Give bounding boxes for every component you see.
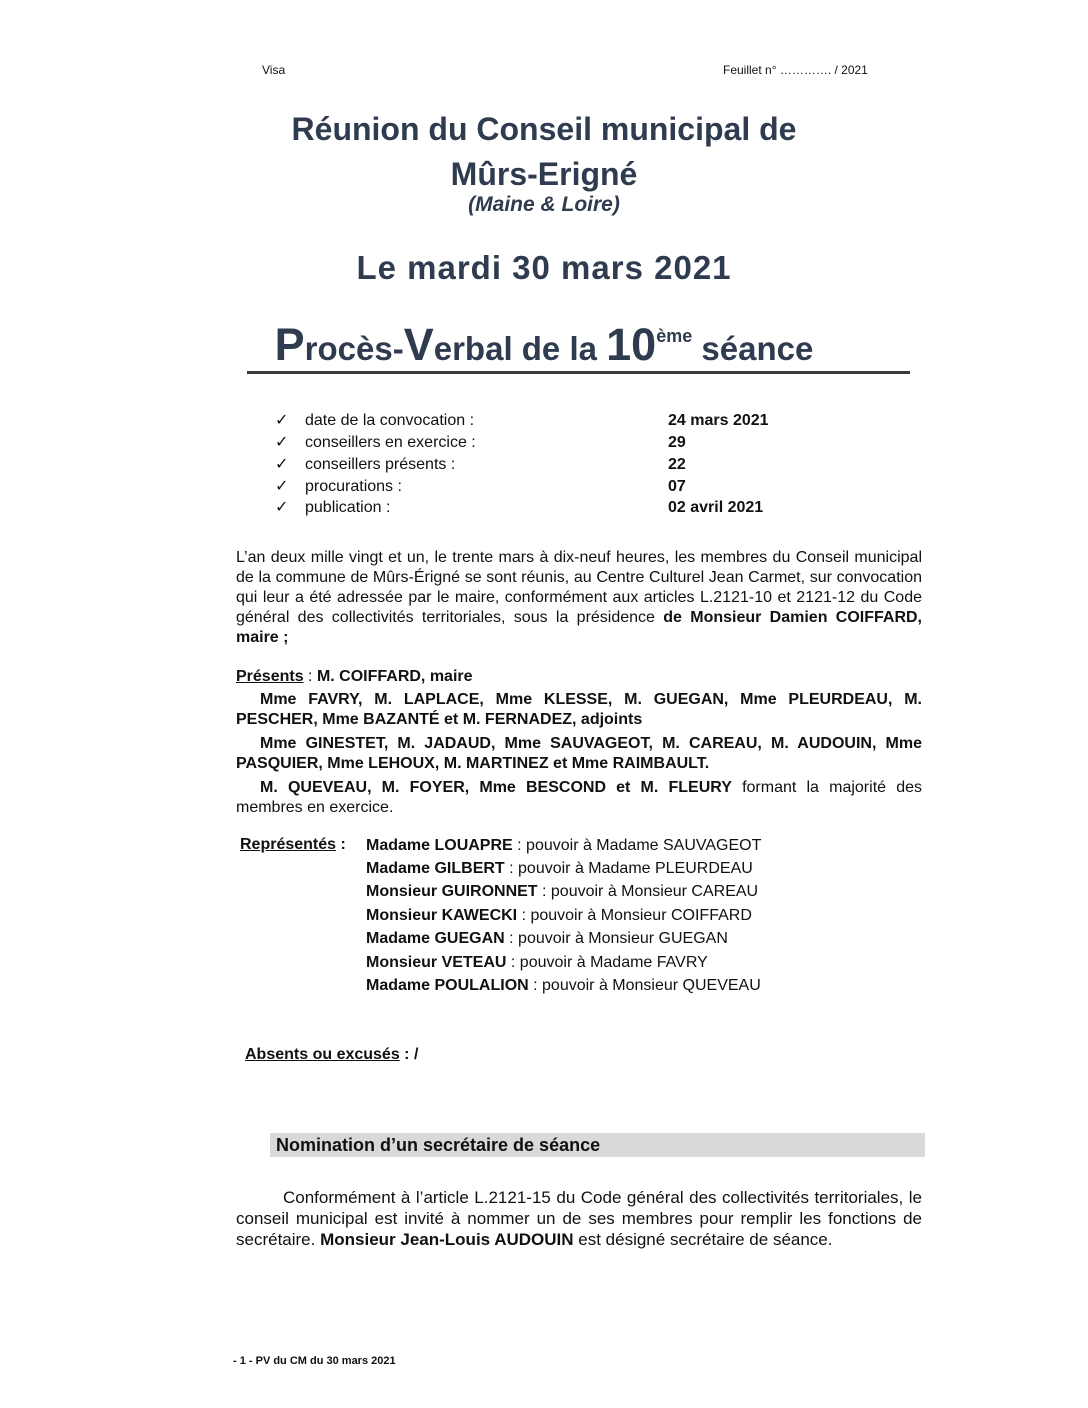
secretary-name: Monsieur Jean-Louis AUDOUIN [320, 1230, 574, 1249]
absents-label: Absents ou excusés [245, 1046, 400, 1063]
intro-paragraph [236, 548, 922, 648]
section-text-1: Conformément à l’article L.2121-15 du Code général des collectivités territoriales, le conseil municipal est invité à nommer un de ses membres pour remplir les fonctions de secrétaire. [236, 1188, 922, 1249]
info-value: 07 [668, 478, 686, 495]
proxy-receiver: : pouvoir à Monsieur GUEGAN [504, 930, 728, 947]
pv-initial-v: V [403, 319, 434, 370]
info-value: 29 [668, 434, 686, 451]
meeting-title: Réunion du Conseil municipal de [291, 111, 797, 147]
pv-text-2: erbal de la [433, 330, 607, 367]
info-row [275, 454, 875, 476]
proxy-giver: Madame GUEGAN [366, 930, 505, 947]
proxy-giver: Madame LOUAPRE [366, 837, 513, 854]
proxy-item [366, 951, 708, 974]
proxy-receiver: : pouvoir à Madame PLEURDEAU [504, 860, 753, 877]
info-label: procurations : [305, 478, 402, 495]
meeting-date: Le mardi 30 mars 2021 [356, 249, 732, 286]
title-divider [247, 371, 910, 374]
visa-label: Visa [262, 63, 286, 77]
proxy-item [366, 857, 753, 880]
pv-superscript: ème [656, 326, 693, 346]
info-label: conseillers en exercice : [305, 434, 476, 451]
department-name: (Maine & Loire) [468, 193, 620, 216]
proxy-giver: Madame POULALION [366, 977, 529, 994]
section-text-2: est désigné secrétaire de séance. [573, 1230, 833, 1249]
proxy-receiver: : pouvoir à Monsieur QUEVEAU [528, 977, 761, 994]
checkmark-icon: ✓ [275, 456, 289, 473]
absents-value: : / [399, 1046, 419, 1063]
proxy-giver: Monsieur KAWECKI [366, 907, 518, 924]
presents-sep: : [303, 668, 317, 685]
absents-line [245, 1045, 418, 1065]
pv-text-3: séance [692, 330, 814, 367]
intro-president: de Monsieur Damien COIFFARD, maire ; [236, 609, 923, 646]
info-row [275, 432, 875, 454]
page-footer: - 1 - PV du CM du 30 mars 2021 [233, 1355, 396, 1367]
proxy-item [366, 974, 761, 997]
checkmark-icon: ✓ [275, 434, 289, 451]
checkmark-icon: ✓ [275, 412, 289, 429]
presents-label: Présents [236, 668, 304, 685]
proxy-item [366, 904, 752, 927]
representes-heading [240, 835, 346, 855]
checkmark-icon: ✓ [275, 499, 289, 516]
proxy-giver: Madame GILBERT [366, 860, 505, 877]
info-label: conseillers présents : [305, 456, 456, 473]
feuillet-number: Feuillet n° …………. / 2021 [723, 63, 868, 77]
presents-majority [236, 778, 922, 818]
section-title: Nomination d’un secrétaire de séance [276, 1135, 601, 1155]
checkmark-icon: ✓ [275, 478, 289, 495]
presents-adjoints: Mme FAVRY, M. LAPLACE, Mme KLESSE, M. GUEGAN, Mme PLEURDEAU, M. PESCHER, Mme BAZANTÉ et M. FERNADEZ, adjoints [236, 691, 922, 728]
proxy-receiver: : pouvoir à Madame FAVRY [506, 954, 708, 971]
info-label: date de la convocation : [305, 412, 475, 429]
proxy-item [366, 927, 728, 950]
pv-number: 10 [606, 319, 657, 370]
info-value: 24 mars 2021 [668, 412, 769, 429]
proxy-receiver: : pouvoir à Monsieur CAREAU [537, 883, 759, 900]
info-value: 02 avril 2021 [668, 499, 764, 516]
proxy-receiver: : pouvoir à Monsieur COIFFARD [517, 907, 752, 924]
presents-majority-text: formant la majorité des membres en exercice. [236, 779, 923, 816]
info-row [275, 410, 875, 432]
presents-conseillers: Mme GINESTET, M. JADAUD, Mme SAUVAGEOT, M. CAREAU, M. AUDOUIN, Mme PASQUIER, Mme LEHOUX, M. MARTINEZ et Mme RAIMBAULT. [236, 735, 922, 772]
presents-line [236, 667, 922, 687]
info-row [275, 476, 875, 498]
pv-text-1: rocès- [304, 330, 404, 367]
proxy-receiver: : pouvoir à Madame SAUVAGEOT [512, 837, 762, 854]
intro-text: L’an deux mille vingt et un, le trente mars à dix-neuf heures, les membres du Conseil municipal de la commune de Mûrs-Érigné se sont réunis, au Centre Culturel Jean Carmet, sur convocation qui leur a été adressée par le maire, conformément aux articles L.2121-10 et 2121-12 du Code général des collectivités territoriales, sous la présidence [236, 549, 922, 626]
proxy-item [366, 834, 761, 857]
representes-label: Représentés [240, 836, 337, 853]
pv-initial-p: P [274, 319, 305, 370]
info-label: publication : [305, 499, 391, 516]
proxy-giver: Monsieur GUIRONNET [366, 883, 538, 900]
proxy-giver: Monsieur VETEAU [366, 954, 507, 971]
info-value: 22 [668, 456, 686, 473]
pv-title [0, 308, 1088, 377]
town-name: Mûrs-Erigné [450, 156, 638, 192]
presents-maire: M. COIFFARD, maire [316, 668, 473, 685]
info-row [275, 497, 875, 519]
section-paragraph [236, 1187, 922, 1250]
proxy-item [366, 880, 758, 903]
presents-last-names: M. QUEVEAU, M. FOYER, Mme BESCOND et M. FLEURY [260, 779, 732, 796]
representes-sep: : [336, 836, 346, 853]
